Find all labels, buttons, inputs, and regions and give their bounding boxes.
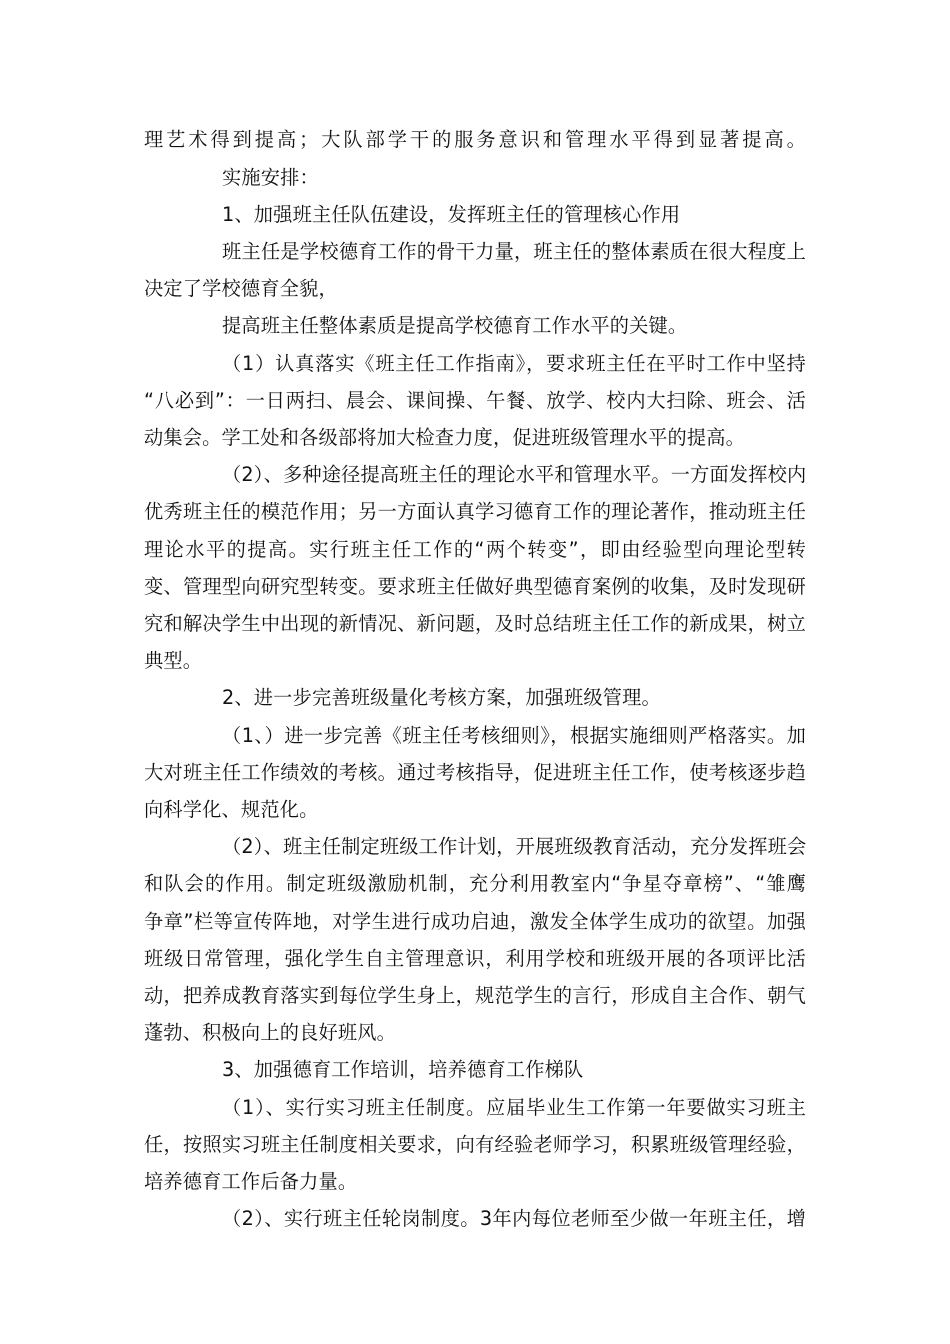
text-line: 和队会的作用。制定班级激励机制，充分利用教室内“争星夺章榜”、“雏鹰: [144, 872, 806, 895]
text-line: 理论水平的提高。实行班主任工作的“两个转变”，即由经验型向理论型转: [144, 538, 806, 561]
text-line: 任，按照实习班主任制度相关要求，向有经验老师学习，积累班级管理经验，: [144, 1133, 806, 1156]
text-line: 动集会。学工处和各级部将加大检查力度，促进班级管理水平的提高。: [144, 426, 746, 449]
section-heading: 2、进一步完善班级量化考核方案，加强班级管理。: [222, 686, 661, 709]
text-line: 提高班主任整体素质是提高学校德育工作水平的关键。: [222, 314, 688, 337]
text-line: 培养德育工作后备力量。: [144, 1170, 358, 1193]
text-line: （1）、实行实习班主任制度。应届毕业生工作第一年要做实习班主: [222, 1096, 806, 1119]
text-line: 班主任是学校德育工作的骨干力量，班主任的整体素质在很大程度上: [222, 240, 806, 263]
text-line: 蓬勃、积极向上的良好班风。: [144, 1021, 397, 1044]
text-line: 决定了学校德育全貌，: [144, 277, 338, 300]
section-heading: 3、加强德育工作培训，培养德育工作梯队: [222, 1058, 584, 1081]
text-line: （2）、多种途径提高班主任的理论水平和管理水平。一方面发挥校内: [222, 463, 807, 486]
text-line: 究和解决学生中出现的新情况、新问题，及时总结班主任工作的新成果，树立: [144, 612, 806, 635]
text-line: 典型。: [144, 649, 203, 672]
text-line: 实施安排：: [222, 166, 319, 189]
text-line: 争章”栏等宣传阵地，对学生进行成功启迪，激发全体学生成功的欲望。加强: [144, 910, 806, 933]
text-line: （1、）进一步完善《班主任考核细则》，根据实施细则严格落实。加: [222, 724, 806, 747]
text-line: （1）认真落实《班主任工作指南》，要求班主任在平时工作中坚持: [222, 352, 806, 375]
text-line: 动，把养成教育落实到每位学生身上，规范学生的言行，形成自主合作、朝气: [144, 984, 806, 1007]
text-line: 向科学化、规范化。: [144, 798, 319, 821]
text-line: （2）、班主任制定班级工作计划，开展班级教育活动，充分发挥班会: [222, 835, 807, 858]
text-line: 大对班主任工作绩效的考核。通过考核指导，促进班主任工作，使考核逐步趋: [144, 761, 806, 784]
text-line: 理艺术得到提高；大队部学干的服务意识和管理水平得到显著提高。: [144, 128, 806, 151]
text-line: 优秀班主任的模范作用；另一方面认真学习德育工作的理论著作，推动班主任: [144, 500, 806, 523]
text-line: （2）、实行班主任轮岗制度。3年内每位老师至少做一年班主任，增: [222, 1207, 806, 1230]
text-line: “八必到”：一日两扫、晨会、课间操、午餐、放学、校内大扫除、班会、活: [144, 389, 806, 412]
section-heading: 1、加强班主任队伍建设，发挥班主任的管理核心作用: [222, 203, 681, 226]
text-line: 变、管理型向研究型转变。要求班主任做好典型德育案例的收集，及时发现研: [144, 575, 806, 598]
text-line: 班级日常管理，强化学生自主管理意识，利用学校和班级开展的各项评比活: [144, 947, 806, 970]
